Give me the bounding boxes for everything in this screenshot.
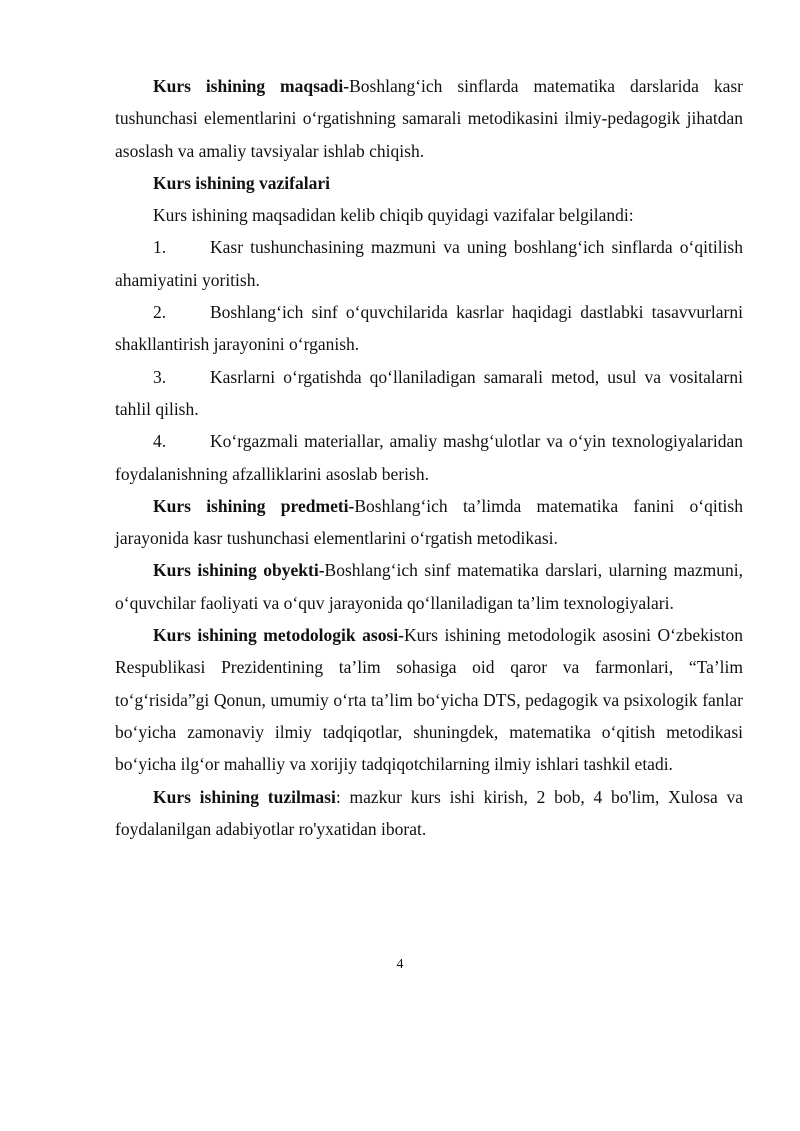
task-number: 1. xyxy=(153,237,167,258)
subject-text: Boshlang‘ich ta’limda matematika fanini o‘qitish jarayonida kasr tushunchasi elementlarini o‘rgatish metodikasi. xyxy=(115,495,743,549)
subject-label: Kurs ishining predmeti- xyxy=(153,495,355,516)
task-text: Ko‘rgazmali materiallar, amaliy mashg‘ulotlar va o‘yin texnologiyalaridan foydalanishning afzalliklarini asoslab berish. xyxy=(115,431,743,484)
goal-paragraph xyxy=(115,70,743,167)
object-label: Kurs ishining obyekti- xyxy=(153,560,325,581)
structure-paragraph xyxy=(115,781,743,846)
page-number: 4 xyxy=(396,957,404,972)
goal-text: Boshlang‘ich sinflarda matematika darslarida kasr tushunchasi elementlarini o‘rgatishning samarali metodikasini ilmiy-pedagogik jihatdan asoslash va amaliy tavsiyalar ishlab chiqish. xyxy=(115,76,744,161)
tasks-intro: Kurs ishining maqsadidan kelib chiqib quyidagi vazifalar belgilandi: xyxy=(153,205,634,226)
methodology-label: Kurs ishining metodologik asosi- xyxy=(153,625,404,646)
object-text: Boshlang‘ich sinf matematika darslari, ularning mazmuni, o‘quvchilar faoliyati va o‘quv jarayonida qo‘llaniladigan ta’lim texnologiyalari. xyxy=(115,560,743,613)
task-text: Kasrlarni o‘rgatishda qo‘llaniladigan samarali metod, usul va vositalarni tahlil qilish. xyxy=(115,366,743,419)
task-item-1 xyxy=(115,231,743,296)
structure-text: : mazkur kurs ishi kirish, 2 bob, 4 bo'lim, Xulosa va foydalanilgan adabiyotlar ro'yxatidan iborat. xyxy=(115,786,743,839)
tasks-heading xyxy=(115,167,743,199)
task-item-3 xyxy=(115,361,743,426)
task-item-2 xyxy=(115,296,743,361)
subject-paragraph xyxy=(115,490,743,555)
goal-label: Kurs ishining maqsadi- xyxy=(153,76,350,96)
task-number: 4. xyxy=(153,431,167,452)
task-text: Boshlang‘ich sinf o‘quvchilarida kasrlar haqidagi dastlabki tasavvurlarni shakllantirish jarayonini o‘rganish. xyxy=(115,302,743,355)
task-number: 2. xyxy=(153,302,167,323)
methodology-paragraph xyxy=(115,619,743,780)
task-number: 3. xyxy=(153,366,167,387)
structure-label: Kurs ishining tuzilmasi xyxy=(153,786,336,807)
document-page xyxy=(115,70,743,845)
methodology-text: Kurs ishining metodologik asosini O‘zbekiston Respublikasi Prezidentining ta’lim sohasiga oid qaror va farmonlari, “Ta’lim to‘g‘risida”gi Qonun, umumiy o‘rta ta’lim bo‘yicha DTS, pedagogik va psixologik fanlar bo‘yicha zamonaviy ilmiy tadqiqotlar, shuningdek, matematika o‘qitish metodikasi bo‘yicha ilg‘or mahalliy va xorijiy tadqiqotchilarning ilmiy ishlari tashkil etadi. xyxy=(115,625,743,775)
object-paragraph xyxy=(115,554,743,619)
tasks-heading-text: Kurs ishining vazifalari xyxy=(153,172,330,193)
task-item-4 xyxy=(115,425,743,490)
task-text: Kasr tushunchasining mazmuni va uning boshlang‘ich sinflarda o‘qitilish ahamiyatini yoritish. xyxy=(115,237,743,290)
